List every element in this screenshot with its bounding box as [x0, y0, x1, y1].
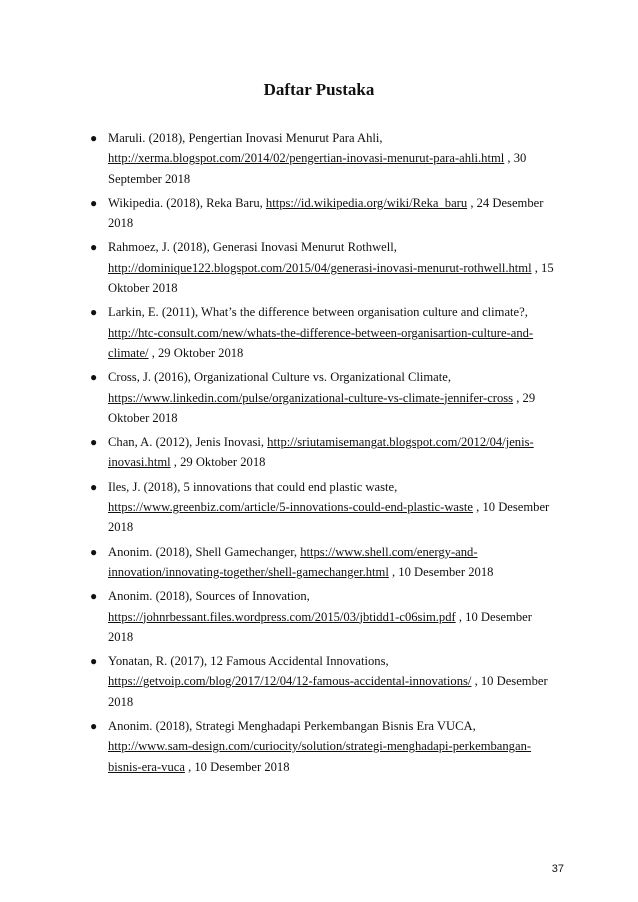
bullet-icon: ●	[90, 589, 98, 604]
reference-text: Larkin, E. (2011), What’s the difference between organisation culture and climate?,	[108, 305, 528, 320]
reference-date: , 29 Oktober 2018	[170, 455, 266, 470]
reference-text: Yonatan, R. (2017), 12 Famous Accidental Innovations,	[108, 654, 389, 669]
reference-link[interactable]: http://sriutamisemangat.blogspot.com/2012/04/jenis-inovasi.html	[108, 435, 534, 470]
reference-link[interactable]: http://htc-consult.com/new/whats-the-difference-between-organisartion-culture-and-climate/	[108, 325, 534, 360]
reference-item	[90, 432, 560, 473]
reference-date: , 10 Desember 2018	[108, 609, 532, 644]
reference-item	[90, 477, 560, 538]
reference-link[interactable]: https://johnrbessant.files.wordpress.com/2015/03/jbtidd1-c06sim.pdf	[108, 609, 456, 624]
reference-link[interactable]: http://www.sam-design.com/curiocity/solution/strategi-menghadapi-perkembangan-bisnis-era-vuca	[108, 739, 532, 774]
reference-link[interactable]: http://xerma.blogspot.com/2014/02/pengertian-inovasi-menurut-para-ahli.html	[108, 151, 505, 166]
reference-text: Rahmoez, J. (2018), Generasi Inovasi Menurut Rothwell,	[108, 240, 397, 255]
reference-date: , 29 Oktober 2018	[108, 390, 536, 425]
reference-date: , 10 Desember 2018	[388, 564, 494, 579]
reference-item	[90, 128, 560, 189]
reference-date: , 10 Desember 2018	[184, 759, 290, 774]
reference-link[interactable]: https://www.linkedin.com/pulse/organizational-culture-vs-climate-jennifer-cross	[108, 390, 514, 405]
reference-date: , 30 September 2018	[108, 151, 527, 186]
reference-date: , 15 Oktober 2018	[108, 260, 554, 296]
reference-item	[90, 651, 560, 712]
reference-date: , 10 Desember 2018	[108, 500, 550, 535]
reference-link[interactable]: https://getvoip.com/blog/2017/12/04/12-famous-accidental-innovations/	[108, 674, 472, 689]
reference-date: , 24 Desember 2018	[108, 195, 544, 231]
bullet-icon: ●	[90, 479, 98, 494]
reference-text: Anonim. (2018), Sources of Innovation,	[108, 589, 310, 604]
reference-item	[90, 237, 560, 298]
reference-item	[90, 716, 560, 777]
reference-item	[90, 367, 560, 428]
bullet-icon: ●	[90, 435, 98, 450]
reference-date: , 10 Desember 2018	[108, 674, 548, 709]
reference-item	[90, 586, 560, 647]
reference-item	[90, 542, 560, 583]
reference-link[interactable]: http://dominique122.blogspot.com/2015/04/generasi-inovasi-menurut-rothwell.html	[108, 260, 532, 275]
bullet-icon: ●	[90, 719, 98, 734]
bullet-icon: ●	[90, 240, 98, 255]
reference-text: Iles, J. (2018), 5 innovations that could end plastic waste,	[108, 479, 398, 494]
reference-text: Wikipedia. (2018), Reka Baru,	[108, 195, 266, 210]
bullet-icon: ●	[90, 195, 98, 210]
bullet-icon: ●	[90, 544, 98, 559]
reference-text: Cross, J. (2016), Organizational Culture vs. Organizational Climate,	[108, 370, 452, 385]
reference-link[interactable]: https://id.wikipedia.org/wiki/Reka_baru	[265, 195, 468, 210]
bullet-icon: ●	[90, 305, 98, 320]
reference-text: Anonim. (2018), Shell Gamechanger,	[108, 544, 301, 559]
reference-text: Maruli. (2018), Pengertian Inovasi Menurut Para Ahli,	[108, 131, 383, 145]
reference-list	[90, 128, 560, 781]
bullet-icon: ●	[90, 654, 98, 669]
reference-text: Chan, A. (2012), Jenis Inovasi,	[108, 435, 268, 450]
page-number: 37	[551, 863, 564, 875]
reference-date: , 29 Oktober 2018	[148, 345, 244, 360]
reference-link[interactable]: https://www.shell.com/energy-and-innovation/innovating-together/shell-gamechanger.html	[108, 544, 478, 579]
reference-item	[90, 193, 560, 234]
bullet-icon: ●	[90, 131, 98, 145]
reference-item	[90, 302, 560, 363]
page-title: Daftar Pustaka	[263, 80, 375, 99]
reference-link[interactable]: https://www.greenbiz.com/article/5-innovations-could-end-plastic-waste	[108, 500, 473, 515]
reference-text: Anonim. (2018), Strategi Menghadapi Perkembangan Bisnis Era VUCA,	[108, 719, 476, 734]
bullet-icon: ●	[90, 370, 98, 385]
